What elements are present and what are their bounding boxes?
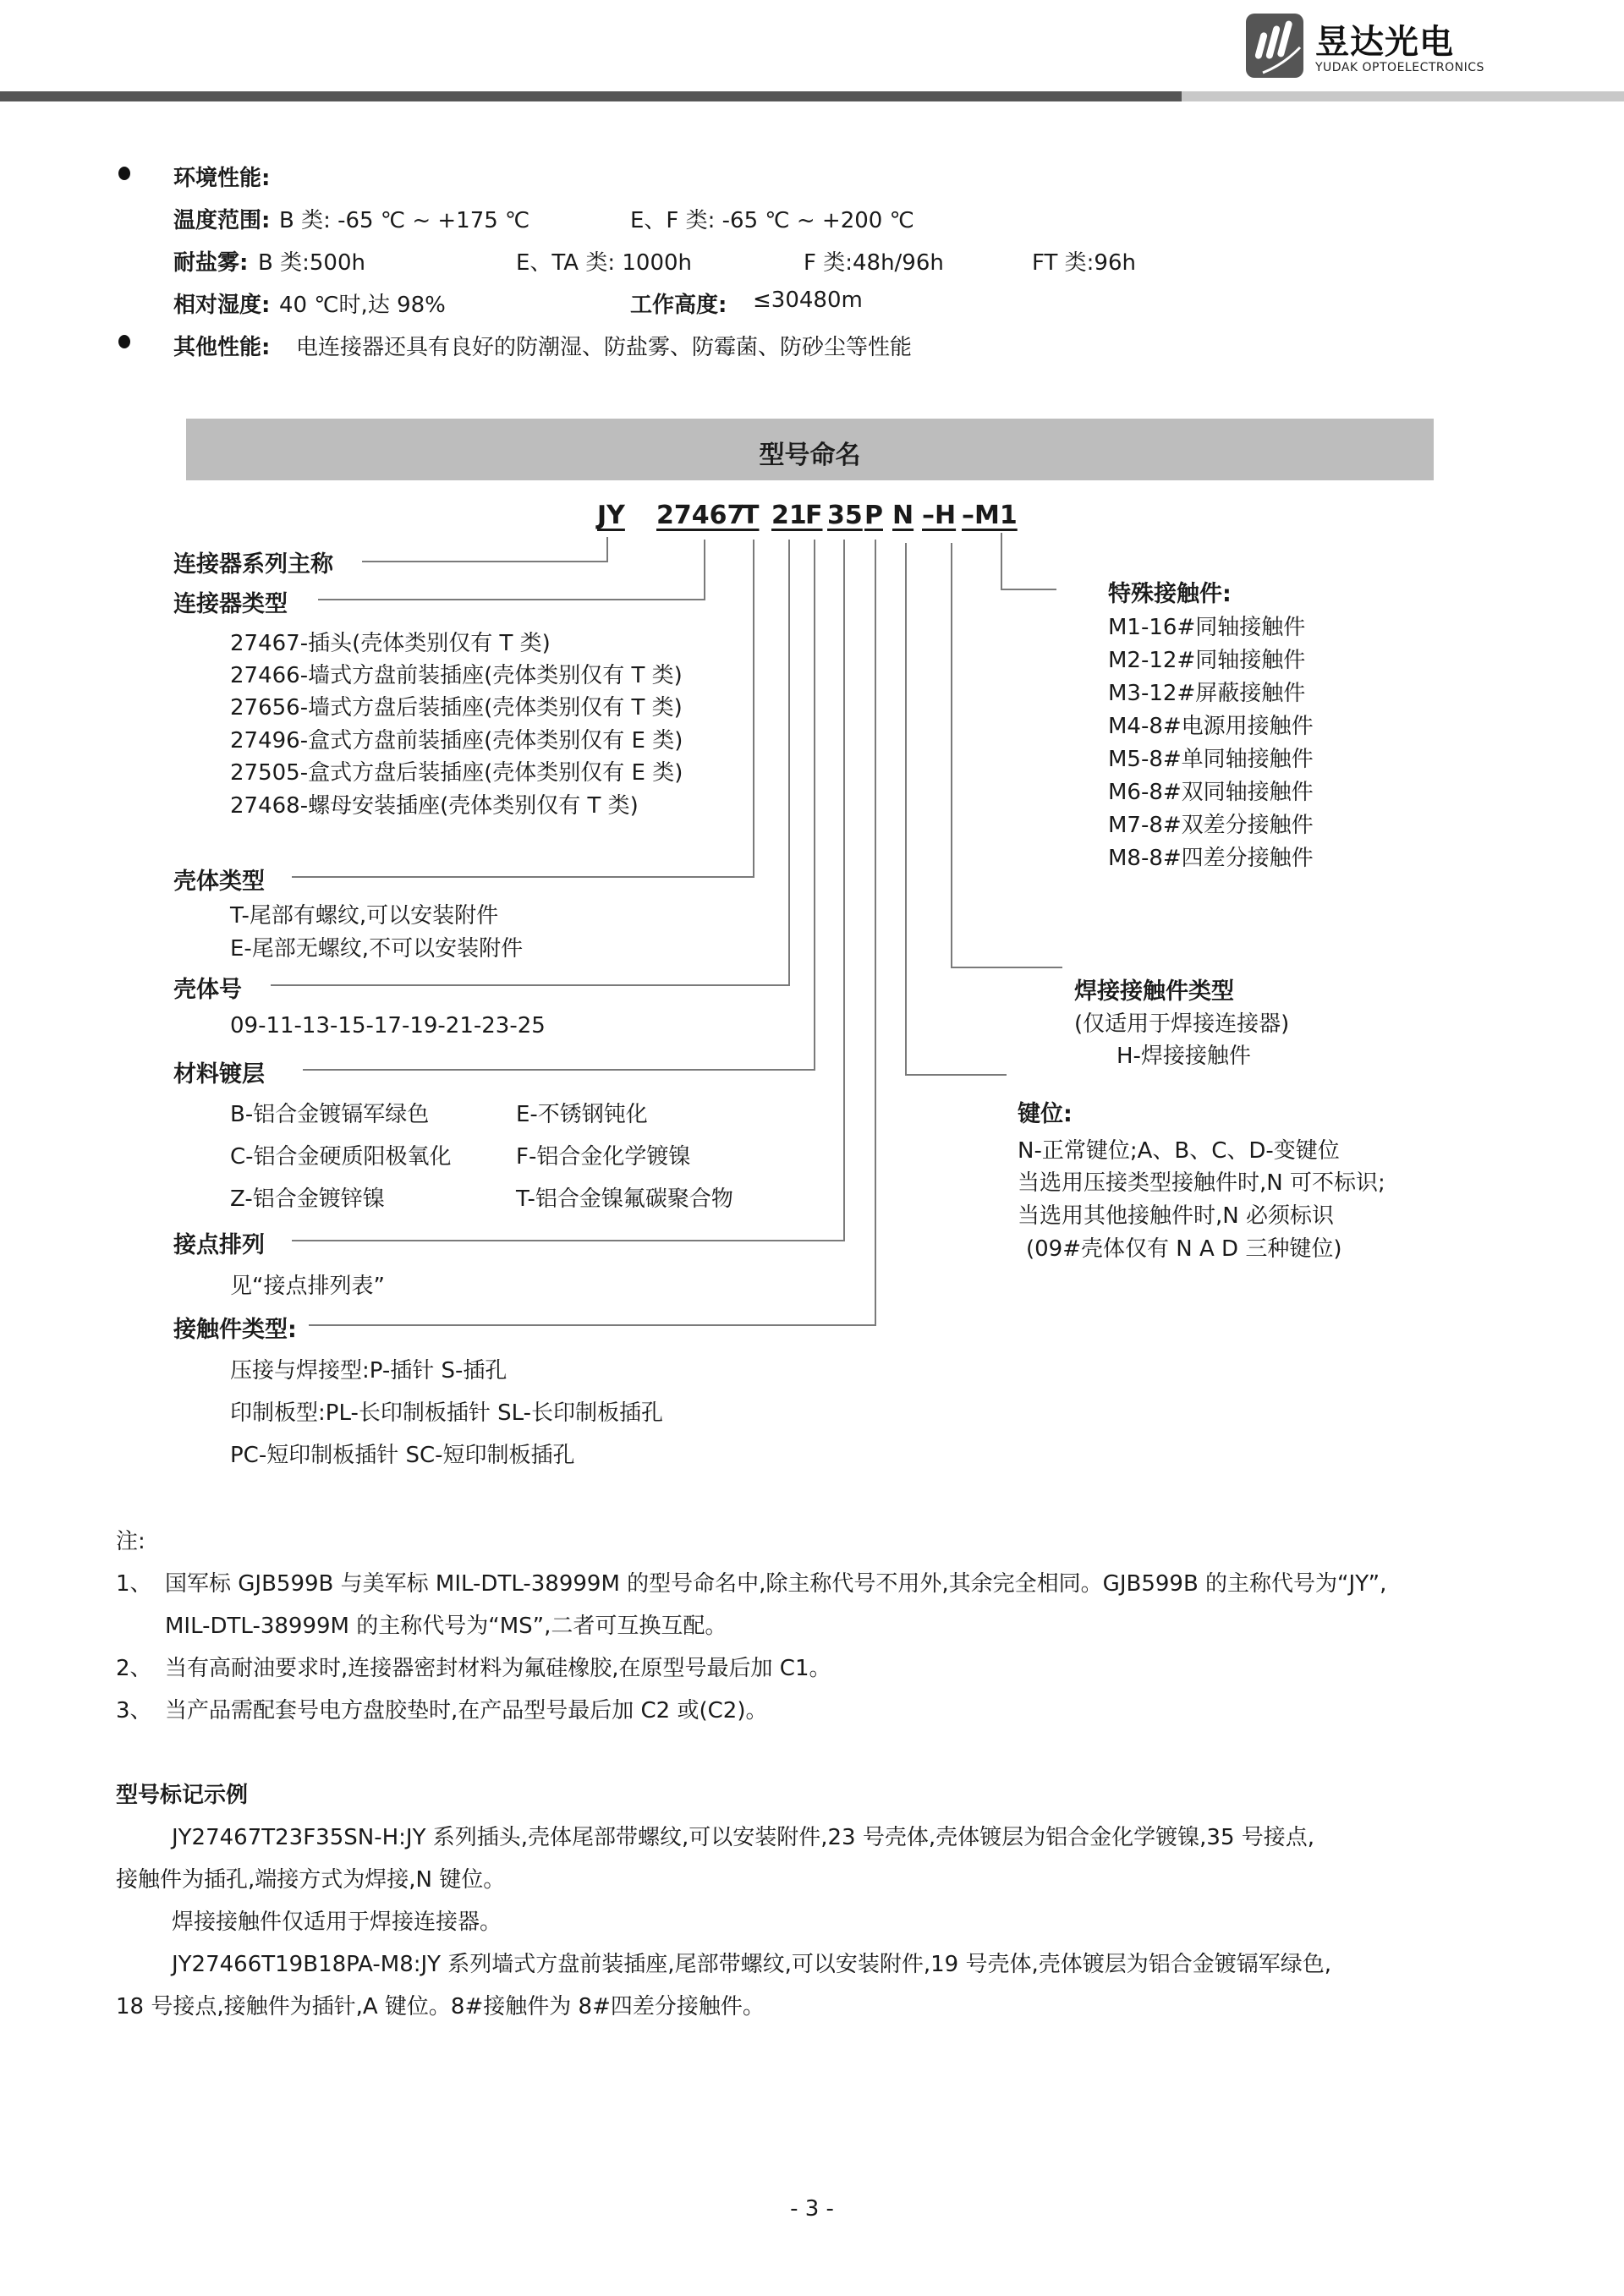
series-label: 连接器系列主称	[173, 551, 333, 578]
key-item: 当选用压接类型接触件时,N 可不标识;	[1018, 1170, 1385, 1196]
leader-line	[704, 540, 705, 600]
code-part-key: N	[892, 501, 914, 530]
type-item: 27656-墙式方盘后装插座(壳体类别仅有 T 类)	[230, 695, 683, 721]
leader-line	[951, 967, 1062, 968]
key-item: (09#壳体仅有 N A D 三种键位)	[1026, 1236, 1342, 1262]
leader-line	[905, 543, 907, 1076]
key-label: 键位:	[1018, 1101, 1073, 1127]
naming-banner	[186, 419, 1434, 480]
code-part-shell-type: T	[742, 501, 760, 530]
leader-line	[875, 540, 876, 1326]
example-line: 焊接接触件仅适用于焊接连接器。	[172, 1910, 502, 1935]
contact-type-item: 压接与焊接型:P-插针 S-插孔	[230, 1358, 508, 1384]
example-line: JY27467T23F35SN-H:JY 系列插头,壳体尾部带螺纹,可以安装附件,23 号壳体,壳体镀层为铝合金化学镀镍,35 号接点,	[172, 1825, 1315, 1850]
type-item: 27467-插头(壳体类别仅有 T 类)	[230, 631, 551, 656]
solder-item: H-焊接接触件	[1116, 1044, 1251, 1069]
shell-type-item: T-尾部有螺纹,可以安装附件	[230, 903, 499, 929]
type-item: 27466-墙式方盘前装插座(壳体类别仅有 T 类)	[230, 663, 683, 688]
contact-type-item: 印制板型:PL-长印制板插针 SL-长印制板插孔	[230, 1400, 664, 1426]
special-item: M4-8#电源用接触件	[1108, 714, 1314, 739]
company-logo-english: YUDAK OPTOELECTRONICS	[1315, 61, 1484, 74]
special-item: M1-16#同轴接触件	[1108, 615, 1306, 640]
bullet-icon	[118, 167, 130, 180]
leader-line	[318, 599, 705, 600]
banner-title: 型号命名	[759, 441, 861, 470]
example-line: JY27466T19B18PA-M8:JY 系列墙式方盘前装插座,尾部带螺纹,可以安装附件,19 号壳体,壳体镀层为铝合金镀镉军绿色,	[172, 1952, 1331, 1977]
special-item: M6-8#双同轴接触件	[1108, 780, 1314, 805]
type-item: 27496-盒式方盘前装插座(壳体类别仅有 E 类)	[230, 728, 683, 753]
temp-label: 温度范围:	[173, 208, 271, 233]
shell-type-item: E-尾部无螺纹,不可以安装附件	[230, 936, 524, 962]
bullet-icon	[118, 335, 130, 348]
leader-line	[788, 540, 790, 986]
altitude-value: ≤30480m	[753, 288, 863, 313]
shell-type-label: 壳体类型	[173, 869, 265, 895]
special-item: M8-8#四差分接触件	[1108, 846, 1314, 871]
plating-item: B-铝合金镀镉军绿色	[230, 1102, 430, 1127]
leader-line	[753, 540, 754, 878]
leader-line	[1001, 589, 1056, 590]
note-line: 当有高耐油要求时,连接器密封材料为氟硅橡胶,在原型号最后加 C1。	[165, 1656, 831, 1681]
code-part-plating: F	[805, 501, 823, 530]
special-item: M2-12#同轴接触件	[1108, 648, 1306, 673]
env-title: 环境性能:	[173, 166, 271, 191]
code-part-special: –M1	[962, 501, 1018, 530]
humidity-label: 相对湿度:	[173, 293, 271, 318]
shell-size-value: 09-11-13-15-17-19-21-23-25	[230, 1013, 546, 1038]
code-part-jy: JY	[597, 501, 625, 530]
leader-line	[309, 1324, 876, 1326]
type-item: 27468-螺母安装插座(壳体类别仅有 T 类)	[230, 793, 639, 819]
code-part-type: 27467	[656, 501, 745, 530]
other-value: 电连接器还具有良好的防潮湿、防盐雾、防霉菌、防砂尘等性能	[296, 335, 913, 360]
leader-line	[303, 1069, 815, 1071]
examples-title: 型号标记示例	[116, 1783, 249, 1808]
company-logo-chinese: 昱达光电	[1315, 23, 1454, 62]
temp-ef: E、F 类: -65 ℃ ~ +200 ℃	[630, 208, 914, 233]
leader-line	[292, 876, 754, 878]
header-bar-dark	[0, 91, 1182, 101]
salt-label: 耐盐雾:	[173, 250, 249, 276]
contact-type-label: 接触件类型:	[173, 1317, 297, 1343]
salt-eta: E、TA 类: 1000h	[516, 250, 693, 276]
note-number: 1、	[116, 1571, 152, 1597]
special-item: M5-8#单同轴接触件	[1108, 747, 1314, 772]
salt-f: F 类:48h/96h	[804, 250, 944, 276]
example-line: 18 号接点,接触件为插针,A 键位。8#接触件为 8#四差分接触件。	[116, 1994, 765, 2019]
leader-line	[814, 540, 815, 1071]
note-number: 3、	[116, 1698, 152, 1723]
salt-ft: FT 类:96h	[1032, 250, 1136, 276]
arrangement-value: 见“接点排列表”	[230, 1274, 385, 1299]
plating-item: C-铝合金硬质阳极氧化	[230, 1144, 452, 1170]
shell-size-label: 壳体号	[173, 977, 242, 1003]
altitude-label: 工作高度:	[630, 293, 727, 318]
code-part-solder: –H	[922, 501, 957, 530]
note-line: 当产品需配套号电方盘胶垫时,在产品型号最后加 C2 或(C2)。	[165, 1698, 768, 1723]
solder-label: 焊接接触件类型	[1074, 978, 1234, 1005]
leader-line	[271, 984, 790, 986]
type-label: 连接器类型	[173, 591, 288, 617]
key-item: N-正常键位;A、B、C、D-变键位	[1018, 1138, 1340, 1164]
plating-item: T-铝合金镍氟碳聚合物	[516, 1186, 733, 1212]
example-line: 接触件为插孔,端接方式为焊接,N 键位。	[116, 1867, 506, 1893]
plating-item: E-不锈钢钝化	[516, 1102, 648, 1127]
arrangement-label: 接点排列	[173, 1232, 265, 1258]
header-bar-light	[1182, 91, 1624, 101]
leader-line	[1001, 533, 1002, 590]
page-number: - 3 -	[790, 2196, 834, 2222]
solder-note: (仅适用于焊接连接器)	[1074, 1011, 1290, 1037]
humidity-value: 40 ℃时,达 98%	[279, 293, 446, 318]
type-item: 27505-盒式方盘后装插座(壳体类别仅有 E 类)	[230, 760, 683, 786]
plating-item: F-铝合金化学镀镍	[516, 1144, 691, 1170]
code-part-shell-size: 21	[771, 501, 807, 530]
special-label: 特殊接触件:	[1108, 581, 1232, 607]
temp-b: B 类: -65 ℃ ~ +175 ℃	[279, 208, 530, 233]
leader-line	[292, 1240, 845, 1241]
code-part-contact: P	[864, 501, 883, 530]
special-item: M3-12#屏蔽接触件	[1108, 681, 1306, 706]
note-line: MIL-DTL-38999M 的主称代号为“MS”,二者可互换互配。	[165, 1614, 727, 1639]
code-part-arrangement: 35	[827, 501, 863, 530]
contact-type-item: PC-短印制板插针 SC-短印制板插孔	[230, 1443, 575, 1468]
plating-item: Z-铝合金镀锌镍	[230, 1186, 385, 1212]
key-item: 当选用其他接触件时,N 必须标识	[1018, 1203, 1334, 1229]
leader-line	[843, 540, 845, 1241]
plating-label: 材料镀层	[173, 1061, 265, 1088]
leader-line	[951, 543, 952, 968]
note-line: 国军标 GJB599B 与美军标 MIL-DTL-38999M 的型号命名中,除主称代号不用外,其余完全相同。GJB599B 的主称代号为“JY”,	[165, 1571, 1387, 1597]
note-number: 2、	[116, 1656, 152, 1681]
notes-title: 注:	[116, 1529, 145, 1554]
leader-line	[362, 561, 608, 562]
leader-line	[606, 537, 608, 562]
leader-line	[905, 1074, 1007, 1076]
special-item: M7-8#双差分接触件	[1108, 813, 1314, 838]
company-logo-mark	[1246, 14, 1303, 78]
other-label: 其他性能:	[173, 335, 271, 360]
salt-b: B 类:500h	[258, 250, 365, 276]
